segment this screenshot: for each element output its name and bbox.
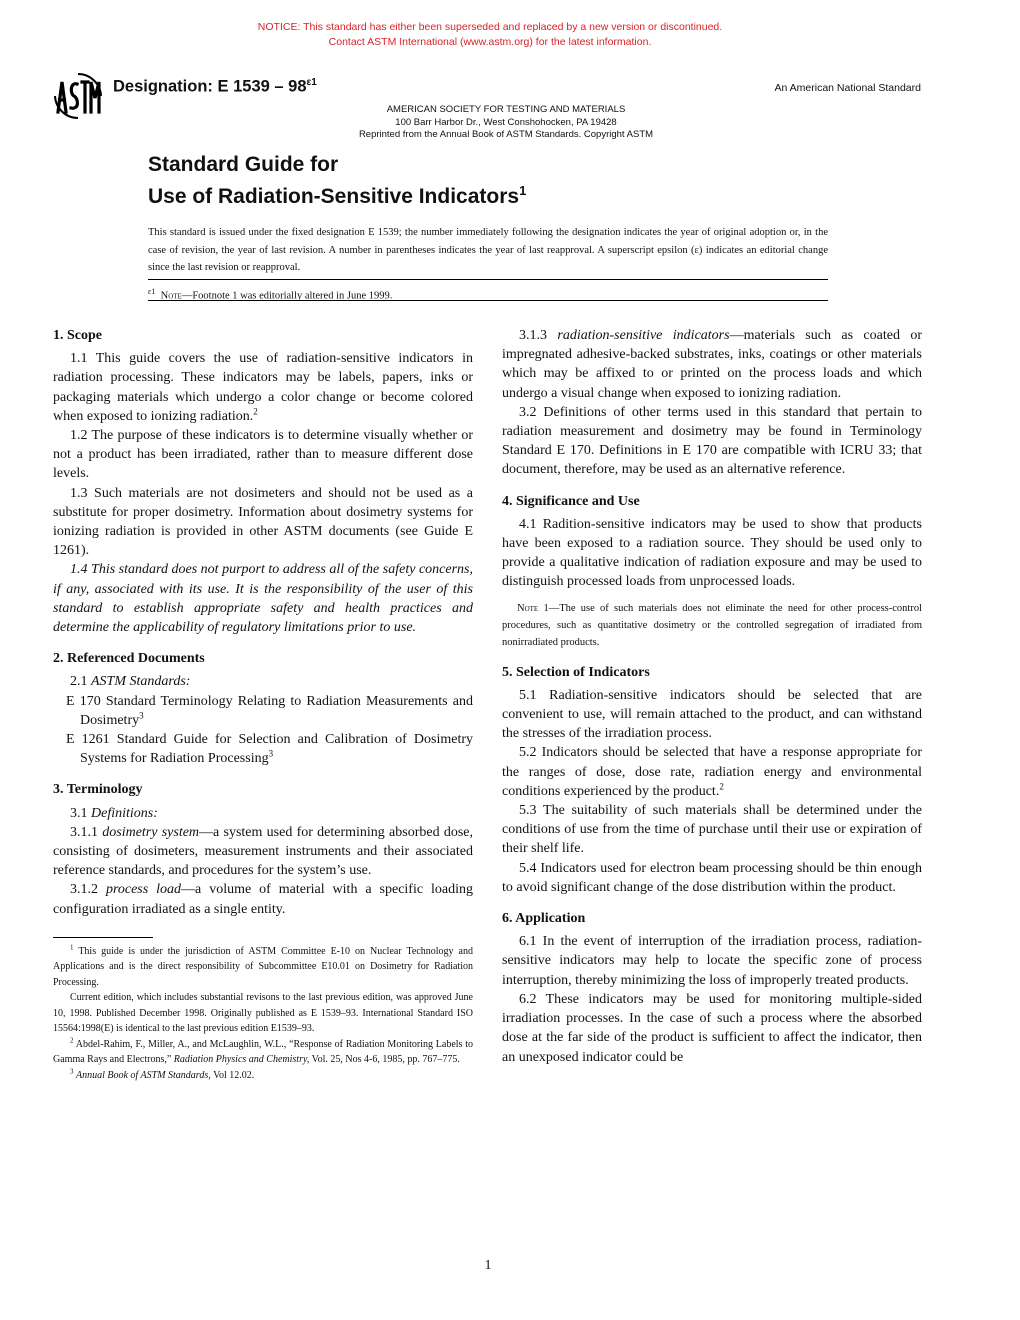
paragraph-5-1: 5.1 Radiation-sensitive indicators should be selected that are convenient to use, will remain attached to the product, and can withstand the stresses of the irradiation process.: [502, 687, 922, 742]
designation: [113, 77, 317, 97]
footnote-1-edition: Current edition, which includes substantial revisons to the last previous edition, was approved June 10, 1998. Published December 1998. Originally published as E 1539–93. International Standard ISO 15564:1998(E) is identical to the last previous edition E1539–93.: [53, 992, 473, 1035]
reference-e170: E 170 Standard Terminology Relating to Radiation Measurements and Dosimetry: [66, 693, 473, 728]
paragraph-3-2: 3.2 Definitions of other terms used in this standard that pertain to radiation measurement and dosimetry may be found in Terminology Standard E 170. Definitions in E 170 are compatible with ICRU 33; that document, therefore, may be used as an alternative reference.: [502, 404, 922, 478]
paragraph-2-1-label: ASTM Standards:: [91, 674, 191, 690]
definition-text-radiation-sensitive-indicators: —materials such as coated or impregnated adhesive-backed substrates, inks, coatings or other materials which may be affixed to or printed on the process loads and which undergo a visual change when exposed to ionizing radiation.: [502, 328, 923, 401]
right-column: [502, 326, 922, 1067]
paragraph-5-3: 5.3 The suitability of such materials shall be determined under the conditions of use from the time of purchase until their use or expiration of their shelf life.: [502, 803, 922, 857]
definition-text-process-load: —a volume of material with a specific loading configuration irradiated as a single entity.: [53, 882, 474, 917]
section-heading-significance: 4. Significance and Use: [502, 493, 640, 509]
paragraph-3-1-label: Definitions:: [91, 805, 158, 821]
paragraph-1-3: 1.3 Such materials are not dosimeters and should not be used as a substitute for proper dosimetry. Information about dosimetry systems for ionizing radiation is provided in other ASTM documents (see Guide E 1261).: [53, 485, 473, 559]
footnote-3-text: Vol 12.02.: [213, 1069, 255, 1081]
title-footnote-mark: 1: [519, 183, 527, 198]
american-national-standard: An American National Standard: [774, 82, 921, 94]
epsilon-note-mark: ε1: [148, 287, 156, 296]
note-1-label: Note 1: [517, 602, 549, 614]
header-rule-bottom: [148, 300, 828, 301]
definition-term-process-load: process load: [105, 882, 182, 898]
footnote-2-text: Abdel-Rahim, F., Miller, A., and McLaughlin, W.L., “Response of Radiation Monitoring Labels to Gamma Rays and Electrons,”: [53, 1038, 474, 1066]
designation-epsilon: ε1: [306, 77, 317, 88]
paragraph-5-2: 5.2 Indicators should be selected that have a response appropriate for the ranges of dose, dose rate, radiation energy and environmental conditions experienced by the product.: [502, 745, 922, 799]
title-line-2: Use of Radiation-Sensitive Indicators: [148, 185, 520, 208]
paragraph-5-4: 5.4 Indicators used for electron beam processing should be thin enough to avoid significant change of the dose distribution within the product.: [502, 860, 922, 895]
paragraph-1-4: 1.4 This standard does not purport to address all of the safety concerns, if any, associated with its use. It is the responsibility of the user of this standard to establish appropriate safety and health practices and determine the applicability of regulatory limitations prior to use.: [53, 562, 473, 636]
header-rule-top: [148, 279, 828, 280]
epsilon-note-label: Note: [160, 290, 182, 302]
society-name: AMERICAN SOCIETY FOR TESTING AND MATERIALS: [386, 104, 626, 115]
society-reprint: Reprinted from the Annual Book of ASTM Standards. Copyright ASTM: [358, 129, 654, 140]
definition-term-radiation-sensitive-indicators: radiation-sensitive indicators: [557, 328, 730, 343]
paragraph-3-1-number: 3.1: [70, 805, 88, 821]
footnote-2-details: Vol. 25, Nos 4-6, 1985, pp. 767–775.: [311, 1054, 460, 1066]
footnote-3-book: Annual Book of ASTM Standards,: [76, 1069, 211, 1081]
epsilon-note: [148, 283, 392, 305]
section-heading-application: 6. Application: [502, 911, 586, 927]
footnote-2-journal: Radiation Physics and Chemistry,: [173, 1054, 310, 1066]
society-block: [0, 104, 1012, 142]
definition-number: 3.1.2: [70, 882, 98, 898]
footnote-ref: 2: [253, 406, 258, 417]
footnote-ref: 3: [268, 748, 274, 759]
page-number: 1: [484, 1258, 492, 1273]
definition-term-dosimetry-system: dosimetry system: [102, 824, 200, 840]
epsilon-note-text: —Footnote 1 was editorially altered in June 1999.: [181, 290, 393, 302]
notice-line-1: NOTICE: This standard has either been superseded and replaced by a new version or discontinued.: [257, 21, 723, 33]
footnote-1-text: This guide is under the jurisdiction of ASTM Committee E-10 on Nuclear Technology and Applications and is the direct responsibility of Subcommittee E10.01 on Dosimetry for Radiation Processing.: [53, 945, 473, 988]
footnote-ref: 2: [719, 781, 724, 792]
paragraph-6-2: 6.2 These indicators may be used for monitoring multiple-sided irradiation processes. In the case of such a process where the absorbed dose at the far side of the product is sufficient to affect the indicator, then an unexposed indicator could be: [502, 991, 922, 1065]
paragraph-4-1: 4.1 Radition-sensitive indicators may be used to show that products have been exposed to a radiation source. They should be used only to provide a qualitative indication of radiation exposure and may be used to distinguish processed loads from unprocessed loads.: [502, 516, 922, 590]
designation-text: Designation: E 1539 – 98: [113, 77, 307, 96]
footnote-2-mark: 2: [70, 1036, 74, 1045]
section-heading-terminology: 3. Terminology: [53, 782, 143, 798]
paragraph-6-1: 6.1 In the event of interruption of the irradiation process, radiation-sensitive indicators may help to locate the specific zone of process interruption, thereby minimizing the loss of improperly treated products.: [502, 934, 922, 988]
society-address: 100 Barr Harbor Dr., West Conshohocken, PA 19428: [395, 116, 617, 128]
footnote-3-mark: 3: [70, 1067, 74, 1076]
left-column: [53, 326, 473, 1083]
notice-line-2: Contact ASTM International (www.astm.org) for the latest information.: [328, 36, 652, 48]
definition-number: 3.1.3: [519, 328, 547, 343]
reference-e1261: E 1261 Standard Guide for Selection and Calibration of Dosimetry Systems for Radiation Processing: [66, 732, 473, 767]
definition-number: 3.1.1: [70, 824, 98, 840]
section-heading-selection: 5. Selection of Indicators: [502, 664, 650, 680]
paragraph-2-1-number: 2.1: [70, 674, 88, 690]
paragraph-1-2: 1.2 The purpose of these indicators is to determine visually whether or not a product has been irradiated, rather than to measure different dose levels.: [53, 428, 473, 482]
paragraph-1-1: 1.1 This guide covers the use of radiation-sensitive indicators in radiation processing. These indicators may be labels, papers, inks or packaging materials which undergo a color change or become colored when exposed to ionizing radiation.: [53, 351, 473, 424]
footnote-1-mark: 1: [70, 943, 74, 952]
note-1-text: —The use of such materials does not eliminate the need for other process-control procedures, such as quantitative dosimetry or the controlled segregation of irradiated from nonirradiated products.: [502, 602, 922, 648]
footnote-ref: 3: [139, 710, 144, 721]
issued-statement: This standard is issued under the fixed designation E 1539; the number immediately following the designation indicates the year of original adoption or, in the case of revision, the year of last revision. A number in parentheses indicates the year of last reapproval. A superscript epsilon (ε) indicates an editorial change since the last revision or reapproval.: [148, 227, 828, 273]
supersede-notice: [0, 20, 980, 50]
footnote-rule: [53, 937, 153, 938]
section-heading-scope: 1. Scope: [53, 328, 102, 343]
definition-text-dosimetry-system: —a system used for determining absorbed dose, consisting of dosimeters, measurement instruments and their associated reference standards, and procedures for the system’s use.: [53, 824, 473, 879]
document-title: [148, 152, 526, 210]
title-line-1: Standard Guide for: [148, 153, 339, 176]
section-heading-referenced-documents: 2. Referenced Documents: [53, 651, 205, 667]
